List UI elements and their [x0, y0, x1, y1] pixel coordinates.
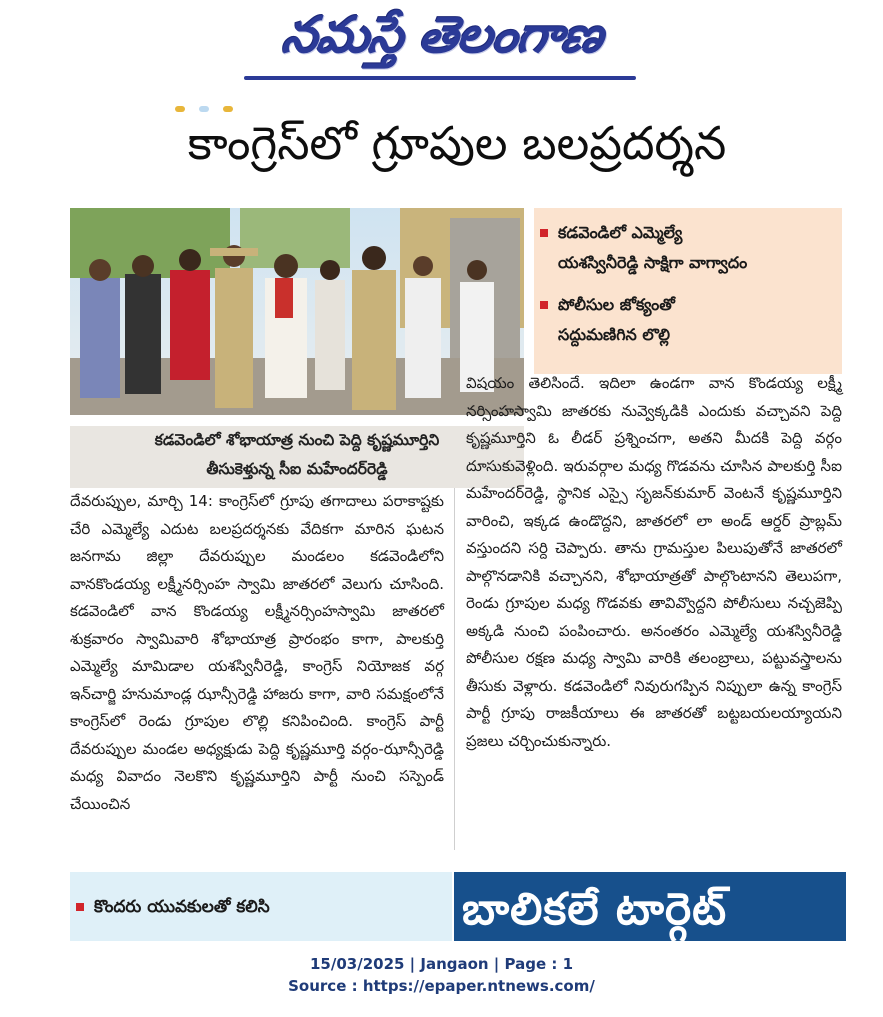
teaser-box-left	[70, 872, 452, 941]
red-square-bullet-icon	[76, 903, 84, 911]
teaser-box-right	[454, 872, 846, 941]
highlights-box	[534, 208, 842, 374]
footer-edition-info: 15/03/2025 | Jangaon | Page : 1	[309, 955, 574, 973]
page-footer	[0, 953, 883, 997]
red-square-bullet-icon	[540, 301, 548, 309]
highlight-line: పోలీసుల జోక్యంతో	[558, 295, 675, 314]
footer-source-link[interactable]: Source : https://epaper.ntnews.com/	[288, 977, 595, 995]
teaser-item	[70, 892, 452, 922]
newspaper-logo: నమస్తే తెలంగాణ	[278, 6, 607, 64]
teaser-text: కొందరు యువకులతో కలిసి	[94, 897, 270, 917]
highlight-line: కడవెండిలో ఎమ్మెల్యే	[558, 223, 683, 242]
caption-line-1: కడవెండిలో శోభాయాత్ర నుంచి పెద్ది కృష్ణమూర్తిని	[154, 431, 440, 449]
body-column-left	[70, 488, 444, 818]
article-headline: కాంగ్రెస్‌లో గ్రూపుల బలప్రదర్శన	[187, 116, 727, 170]
logo-underline	[244, 76, 636, 80]
highlight-line: సద్దుమణిగిన లొల్లి	[558, 325, 670, 344]
highlight-item	[534, 290, 842, 350]
news-photo	[70, 208, 524, 415]
photo-image	[70, 208, 524, 415]
highlight-line: యశస్వినీరెడ్డి సాక్షిగా వాగ్వాదం	[558, 253, 748, 272]
column-divider	[454, 488, 455, 850]
photo-caption	[70, 426, 524, 488]
teaser-headline: బాలికలే టార్గెట్	[462, 884, 728, 935]
masthead	[0, 0, 883, 92]
body-column-right	[466, 370, 842, 755]
body-text-right: విషయం తెలిసిందే. ఇదిలా ఉండగా వాన కొండయ్య లక్ష్మీ నర్సింహస్వామి జాతరకు నువ్వెక్కడికి ఎందుకు వచ్చావని పెద్ది కృష్ణమూర్తిని ఓ లీడర్ ప్రశ్నించగా, అతని మీదకి పెద్ది వర్గం దూసుకువెళ్లింది. ఇరువర్గాల మధ్య గొడవను చూసిన పాలకుర్తి సీఐ మహేందర్‌రెడ్డి, స్థానిక ఎస్సై సృజన్‌కుమార్ వెంటనే కృష్ణమూర్తిని వారించి, ఇక్కడ ఉండొద్దని, జాతరలో లా అండ్ ఆర్డర్ ప్రాబ్లమ్ వస్తుందని సర్ది చెప్పారు. తాను గ్రామస్తుల పిలుపుతోనే జాతరలో పాల్గొనడానికి వచ్చానని, శోభాయాత్రతో పాల్గొంటానని తెలుపగా, రెండు గ్రూపుల మధ్య గొడవకు తావివ్వొద్దని పోలీసులు నచ్చజెప్పి అక్కడి నుంచి పంపించారు. అనంతరం ఎమ్మెల్యే యశస్వినీరెడ్డి పోలీసుల రక్షణ మధ్య స్వామి వారికి తలంబ్రాలు, పట్టువస్త్రాలను తీసుకు వెళ్లారు. కడవెండిలో నివురుగప్పిన నిప్పులా ఉన్న కాంగ్రెస్ పార్టీ గ్రూపు రాజకీయాలు ఈ జాతరతో బట్టబయలయ్యాయని ప్రజలు చర్చించుకున్నారు.	[466, 374, 842, 750]
red-square-bullet-icon	[540, 229, 548, 237]
body-text-left: దేవరుప్పుల, మార్చి 14: కాంగ్రెస్‌లో గ్రూపు తగాదాలు పరాకాష్టకు చేరి ఎమ్మెల్యే ఎదుట బలప్రదర్శనకు వేదికగా మారిన ఘటన జనగామ జిల్లా దేవరుప్పుల మండలం కడవెండిలోని వానకొండయ్య లక్ష్మీనర్సింహ స్వామి జాతరలో వెలుగు చూసింది. కడవెండిలో వాన కొండయ్య లక్ష్మీనర్సింహస్వామి జాతరలో శుక్రవారం స్వామివారి శోభాయాత్ర ప్రారంభం కాగా, పాలకుర్తి ఎమ్మెల్యే మామిడాల యశస్వినీరెడ్డి, కాంగ్రెస్ నియోజక వర్గ ఇన్‌చార్జి హనుమాండ్ల ఝాన్సీరెడ్డి హాజరు కాగా, వారి సమక్షంలోనే కాంగ్రెస్‌లో రెండు గ్రూపుల లొల్లి కనిపించింది. కాంగ్రెస్ పార్టీ దేవరుప్పుల మండల అధ్యక్షుడు పెద్ది కృష్ణమూర్తి వర్గం-ఝాన్సీరెడ్డి మధ్య వివాదం నెలకొని కృష్ణమూర్తిని పార్టీ నుంచి సస్పెండ్ చేయించిన	[70, 492, 444, 813]
article-clipping	[68, 96, 846, 941]
decorative-dots	[175, 97, 247, 116]
caption-line-2: తీసుకెళ్తున్న సీఐ మహేందర్‌రెడ్డి	[206, 460, 388, 478]
highlight-item	[534, 218, 842, 278]
